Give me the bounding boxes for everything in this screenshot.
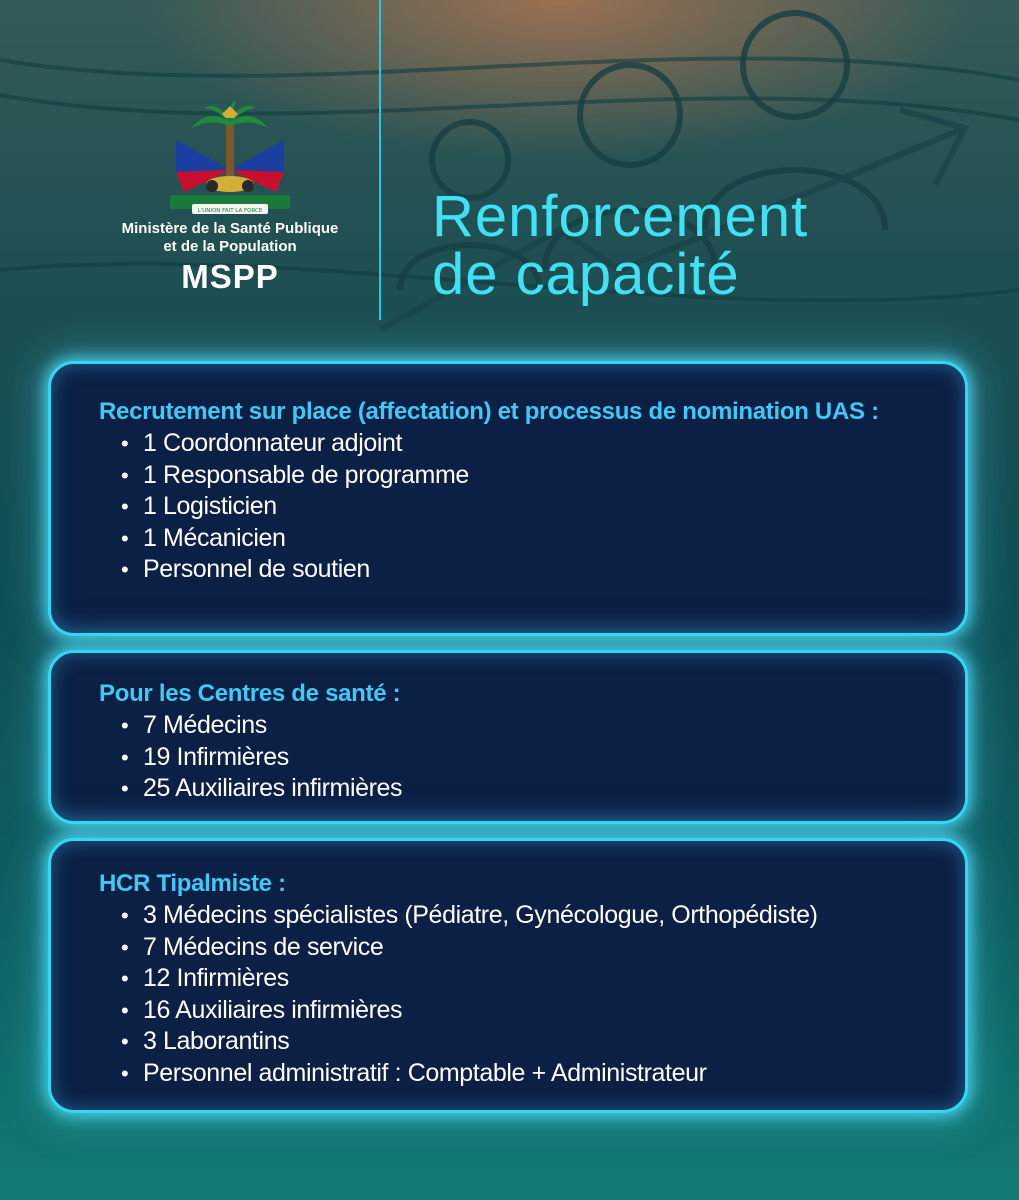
ministry-line-2: et de la Population: [163, 238, 297, 255]
list-item: • Personnel administratif : Comptable + Administrateur: [121, 1058, 965, 1090]
list-item: • 1 Responsable de programme: [121, 460, 965, 492]
list-item: • 1 Mécanicien: [121, 523, 965, 555]
header-divider: [379, 0, 381, 320]
page-title-line-2: de capacité: [432, 242, 740, 307]
section-title: Pour les Centres de santé :: [99, 680, 401, 707]
page-title-line-1: Renforcement: [432, 184, 809, 249]
section-card-uas: [48, 361, 968, 636]
ministry-line-1: Ministère de la Santé Publique: [121, 220, 339, 237]
list-item: • 3 Laborantins: [121, 1026, 965, 1058]
list-item: • 12 Infirmières: [121, 963, 965, 995]
section-title: HCR Tipalmiste :: [99, 870, 286, 897]
section-list: [99, 900, 965, 1089]
section-title: Recrutement sur place (affectation) et processus de nomination UAS :: [99, 398, 879, 425]
list-item: • 7 Médecins de service: [121, 932, 965, 964]
list-item: • 16 Auxiliaires infirmières: [121, 995, 965, 1027]
coat-of-arms-icon: [162, 100, 298, 218]
page-title: [432, 184, 809, 307]
list-item: • 1 Logisticien: [121, 491, 965, 523]
coat-motto: L'UNION FAIT LA FORCE: [197, 208, 263, 214]
section-list: [99, 428, 965, 586]
list-item: • 19 Infirmières: [121, 742, 965, 774]
list-item: • Personnel de soutien: [121, 554, 965, 586]
list-item: • 25 Auxiliaires infirmières: [121, 773, 965, 805]
ministry-acronym: MSPP: [181, 258, 279, 295]
list-item: • 1 Coordonnateur adjoint: [121, 428, 965, 460]
section-list: [99, 710, 965, 805]
header: [0, 0, 1019, 340]
list-item: • 3 Médecins spécialistes (Pédiatre, Gynécologue, Orthopédiste): [121, 900, 965, 932]
ministry-name: [90, 220, 370, 256]
section-card-centres-sante: [48, 650, 968, 824]
list-item: • 7 Médecins: [121, 710, 965, 742]
section-card-hcr-tipalmiste: [48, 838, 968, 1113]
